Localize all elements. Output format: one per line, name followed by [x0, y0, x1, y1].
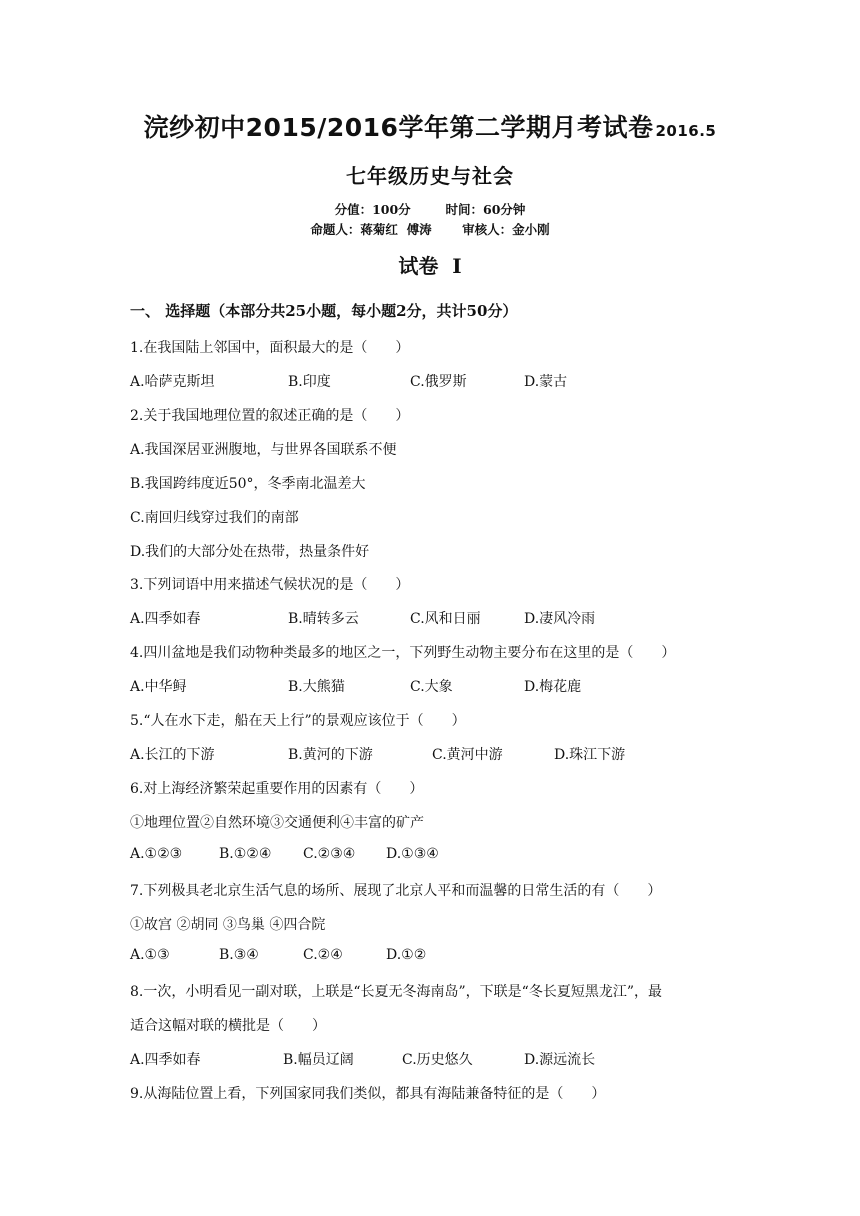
option-b: B.晴转多云 — [288, 611, 359, 627]
option-b: B.①②④ — [219, 846, 272, 862]
option-d: D.梅花鹿 — [524, 679, 582, 695]
option-a: A.哈萨克斯坦 — [130, 374, 215, 390]
question-stem-continued: 适合这幅对联的横批是（ ） — [130, 1018, 326, 1034]
authors-line: 命题人：蒋菊红 傅涛 审核人：金小刚 — [310, 222, 550, 237]
option-b: B.我国跨纬度近50°，冬季南北温差大 — [130, 476, 366, 492]
option-d: D.珠江下游 — [554, 747, 626, 763]
option-a: A.四季如春 — [130, 1052, 201, 1068]
option-a: A.中华鲟 — [130, 679, 187, 695]
option-b: B.③④ — [219, 947, 259, 963]
option-b: B.幅员辽阔 — [283, 1052, 354, 1068]
option-a: A.我国深居亚洲腹地，与世界各国联系不便 — [130, 442, 397, 458]
option-d: D.源远流长 — [524, 1052, 596, 1068]
question-stem: 8.一次，小明看见一副对联，上联是“长夏无冬海南岛”，下联是“冬长夏短黑龙江”，最 — [130, 984, 662, 1000]
option-c: C.②④ — [303, 947, 343, 963]
question-stem: 2.关于我国地理位置的叙述正确的是（ ） — [130, 408, 410, 424]
section-heading: 一、 选择题（本部分共25小题，每小题2分，共计50分） — [130, 302, 518, 320]
option-a: A.长江的下游 — [130, 747, 215, 763]
question-stem: 6.对上海经济繁荣起重要作用的因素有（ ） — [130, 781, 424, 797]
question-stem: 4.四川盆地是我们动物种类最多的地区之一，下列野生动物主要分布在这里的是（ ） — [130, 645, 676, 661]
question-items: ①地理位置②自然环境③交通便利④丰富的矿产 — [130, 815, 424, 831]
page-title — [0, 108, 860, 144]
option-d: D.①② — [386, 947, 427, 963]
option-c: C.南回归线穿过我们的南部 — [130, 510, 299, 526]
option-d: D.我们的大部分处在热带，热量条件好 — [130, 544, 370, 560]
option-c: C.大象 — [410, 679, 453, 695]
option-a: A.①③ — [130, 947, 170, 963]
subject-title: 七年级历史与社会 — [346, 164, 514, 188]
option-d: D.蒙古 — [524, 374, 568, 390]
question-stem: 1.在我国陆上邻国中，面积最大的是（ ） — [130, 340, 410, 356]
question-stem: 3.下列词语中用来描述气候状况的是（ ） — [130, 577, 410, 593]
question-items: ①故宫 ②胡同 ③鸟巢 ④四合院 — [130, 917, 326, 933]
question-stem: 7.下列极具老北京生活气息的场所、展现了北京人平和而温馨的日常生活的有（ ） — [130, 883, 662, 899]
option-c: C.风和日丽 — [410, 611, 481, 627]
option-b: B.大熊猫 — [288, 679, 345, 695]
option-b: B.黄河的下游 — [288, 747, 373, 763]
option-c: C.②③④ — [303, 846, 356, 862]
title-date: 2016.5 — [655, 122, 717, 140]
option-b: B.印度 — [288, 374, 331, 390]
score-time-line: 分值：100分 时间：60分钟 — [334, 202, 526, 217]
question-stem: 5.“人在水下走，船在天上行”的景观应该位于（ ） — [130, 713, 466, 729]
option-c: C.俄罗斯 — [410, 374, 467, 390]
question-stem: 9.从海陆位置上看，下列国家同我们类似，都具有海陆兼备特征的是（ ） — [130, 1086, 606, 1102]
title-text: 浣纱初中2015/2016学年第二学期月考试卷 — [143, 113, 654, 142]
option-c: C.黄河中游 — [432, 747, 503, 763]
exam-part-heading: 试卷 Ⅰ — [398, 254, 462, 278]
option-d: D.①③④ — [386, 846, 439, 862]
option-a: A.四季如春 — [130, 611, 201, 627]
option-a: A.①②③ — [130, 846, 183, 862]
option-c: C.历史悠久 — [402, 1052, 473, 1068]
option-d: D.凄风冷雨 — [524, 611, 596, 627]
